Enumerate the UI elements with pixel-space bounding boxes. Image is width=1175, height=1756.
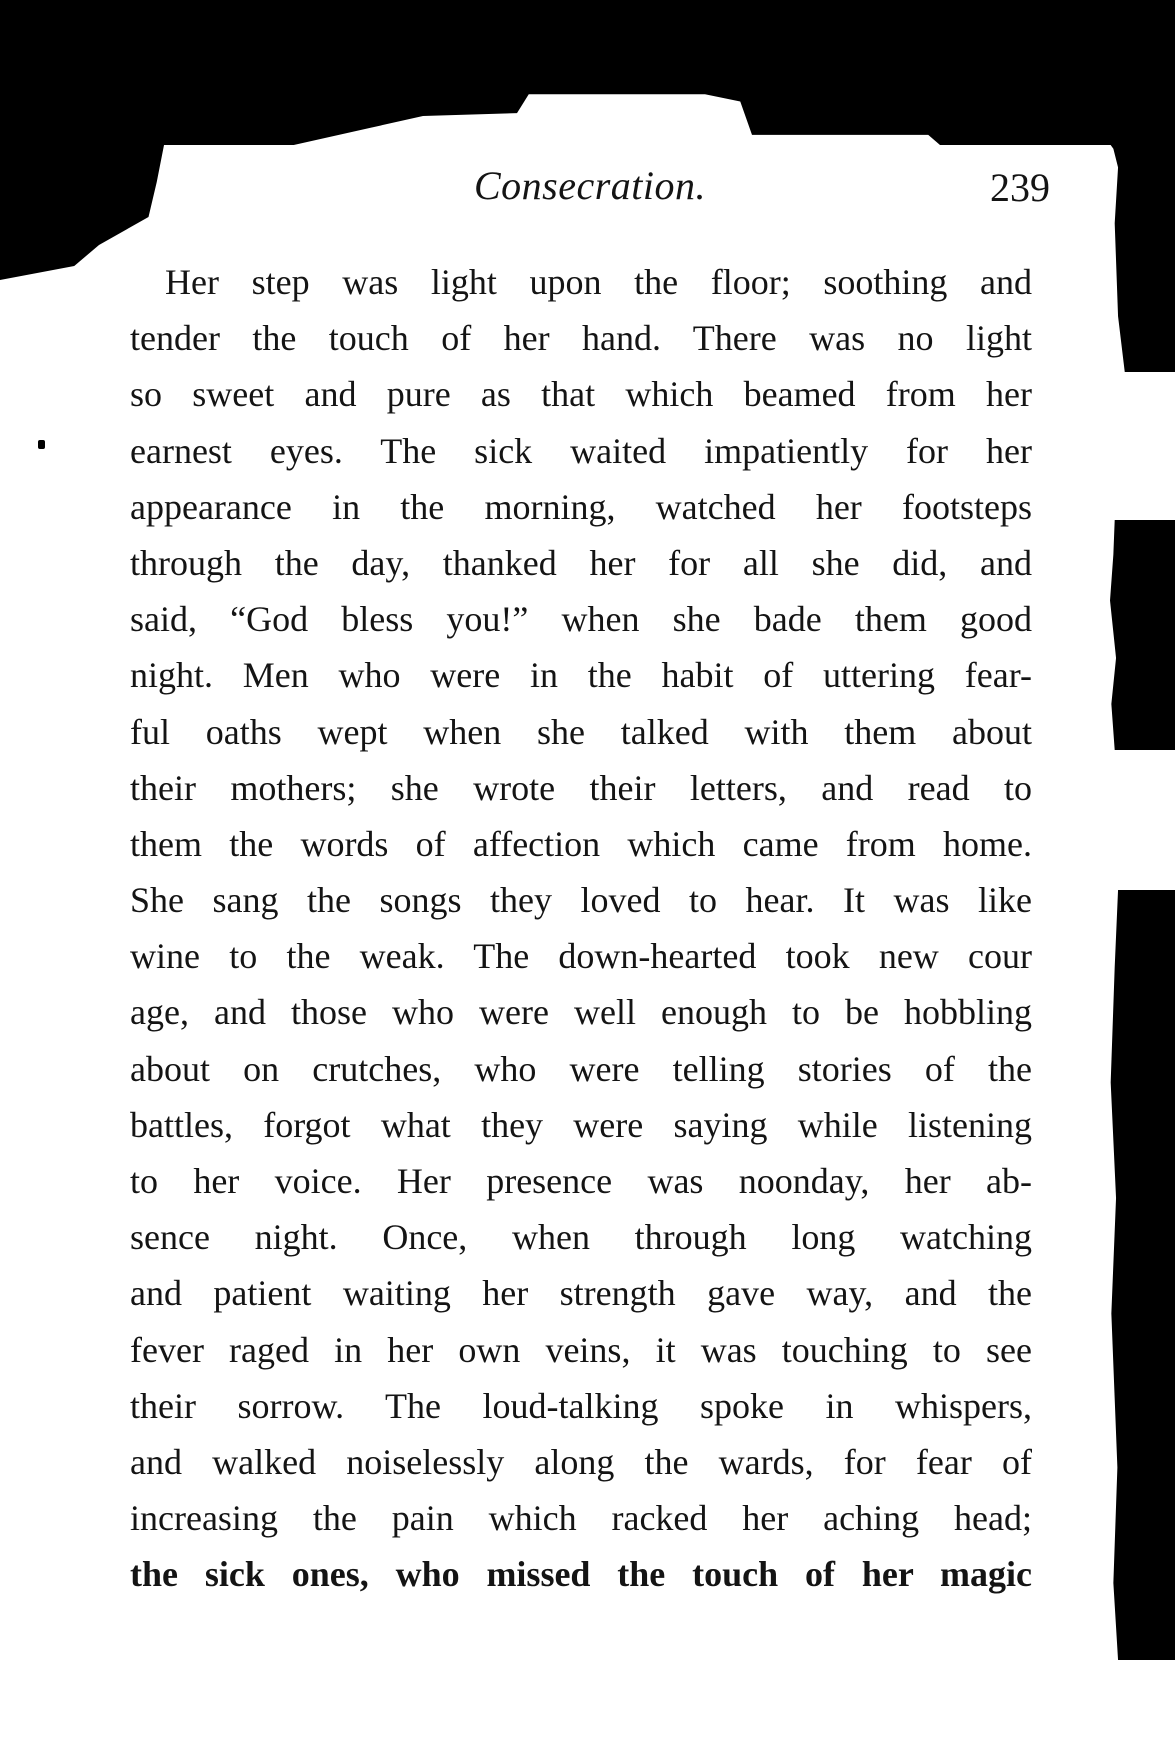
page-number: 239	[990, 165, 1050, 210]
running-title: Consecration.	[473, 163, 707, 208]
text-line: their mothers; she wrote their letters, and read to	[130, 767, 1032, 808]
text-line: night. Men who were in the habit of uttering fear-	[130, 655, 1032, 696]
text-line: tender the touch of her hand. There was no light	[130, 318, 1032, 359]
page-header	[130, 162, 1050, 222]
body-text	[130, 254, 1032, 1603]
text-line: and patient waiting her strength gave way, and the	[130, 1273, 1032, 1314]
text-line: said, “God bless you!” when she bade them good	[130, 599, 1032, 640]
text-line: sence night. Once, when through long watching	[130, 1217, 1032, 1258]
scan-border-top	[0, 0, 1175, 145]
text-line: She sang the songs they loved to hear. It was like	[130, 880, 1032, 921]
text-line: appearance in the morning, watched her footsteps	[130, 486, 1032, 527]
text-line: earnest eyes. The sick waited impatiently for her	[130, 430, 1032, 471]
text-line: increasing the pain which racked her aching head;	[130, 1498, 1032, 1539]
text-line: their sorrow. The loud-talking spoke in whispers,	[130, 1385, 1032, 1426]
text-line: so sweet and pure as that which beamed from her	[130, 374, 1032, 415]
text-line: Her step was light upon the floor; soothing and	[165, 262, 1032, 302]
text-line: fever raged in her own veins, it was touching to see	[130, 1329, 1032, 1370]
text-line: about on crutches, who were telling stories of the	[130, 1048, 1032, 1089]
scan-speck	[38, 440, 45, 449]
text-line: ful oaths wept when she talked with them about	[130, 711, 1032, 752]
text-line: wine to the weak. The down-hearted took new cour	[130, 936, 1032, 977]
text-line: and walked noiselessly along the wards, for fear of	[130, 1441, 1032, 1482]
text-line: through the day, thanked her for all she did, and	[130, 542, 1032, 583]
scan-border-right-lower	[1108, 890, 1175, 1660]
text-line: age, and those who were well enough to be hobbling	[130, 992, 1032, 1033]
text-line: to her voice. Her presence was noonday, her ab-	[130, 1161, 1032, 1201]
text-line: them the words of affection which came from home.	[130, 823, 1032, 864]
text-line: battles, forgot what they were saying while listening	[130, 1104, 1032, 1145]
scan-border-right-top	[1108, 0, 1175, 372]
text-line: the sick ones, who missed the touch of her magic	[130, 1554, 1032, 1595]
scan-border-right-middle	[1108, 520, 1175, 750]
